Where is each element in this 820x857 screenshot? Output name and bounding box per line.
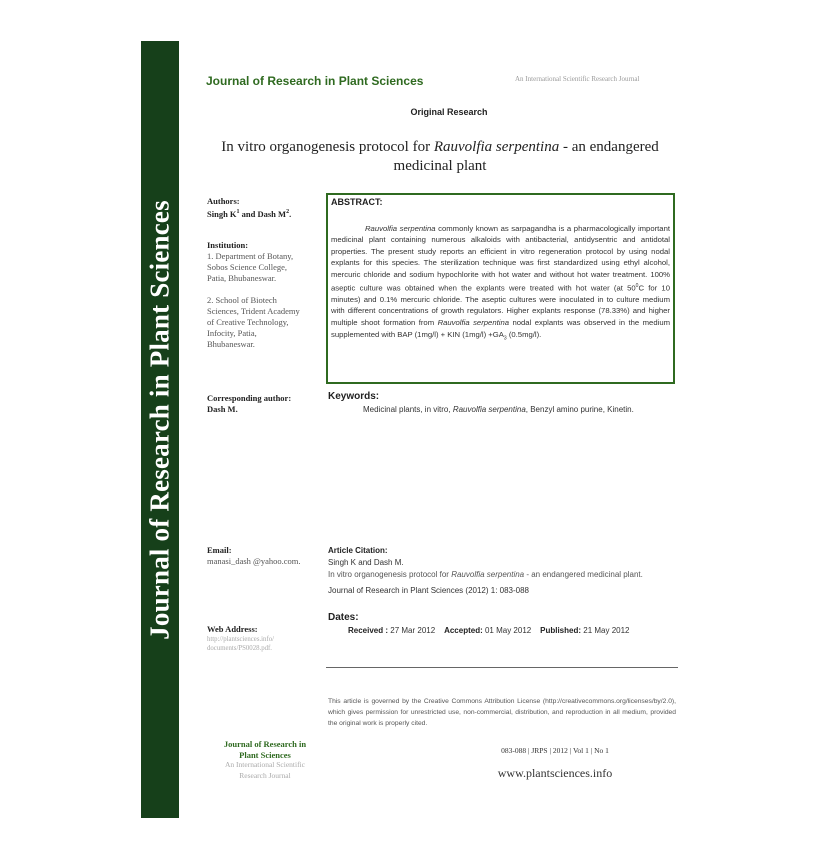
web-block bbox=[207, 624, 325, 653]
journal-header: Journal of Research in Plant Sciences bbox=[206, 74, 424, 88]
corresponding-name: Dash M. bbox=[207, 404, 238, 414]
citation-authors: Singh K and Dash M. bbox=[328, 558, 404, 567]
footer-tag-line: Research Journal bbox=[239, 770, 291, 780]
license-text: This article is governed by the Creative Commons Attribution License (http://creativecommons.org/licenses/by/2.0), which gives permission for unrestricted use, non-commercial, distribution, and reproduction in all medium, provided the original work is properly cited. bbox=[328, 698, 676, 727]
article-citation bbox=[328, 545, 678, 597]
institution-line: of Creative Technology, bbox=[207, 317, 289, 327]
paper-title bbox=[200, 138, 680, 176]
institution-line: Patia, Bhubaneswar. bbox=[207, 273, 277, 283]
web-label: Web Address: bbox=[207, 624, 258, 634]
institution-label: Institution: bbox=[207, 240, 249, 250]
institution-line: Infocity, Patia, bbox=[207, 328, 257, 338]
footer-journal-line: Journal of Research in bbox=[223, 739, 307, 749]
abstract-text: Rauvolfia serpentina commonly known as sarpagandha is a pharmacologically important medicinal plant containing numerous alkaloids with antibacterial, antidysentric and antidotal properties. The present study reports an efficient in vitro regeneration protocol by using nodal explants for this species. The sterilization technique was first standardized using ethyl alcohol, mercuric chloride and sodium hypochlorite with hot water and without hot water treatment. 100% aseptic culture was obtained when the explants were treated with hot water (at $50^0C$ for 10 minutes) and 0.1% mercuric chloride. The aseptic cultures were inoculated in to culture medium with different concentrations of growth regulators. Higher explants response (78.33%) and higher multiple shoot formation from Rauvolfia serpentina nodal explants was observed in the medium supplemented with BAP (1mg/l) + KIN $(1mg/l) +GA_3$ (0.5mg/l). bbox=[331, 223, 670, 342]
dates-label: Dates: bbox=[328, 612, 359, 623]
institution-line: 2. School of Biotech bbox=[207, 295, 277, 305]
section-label: Original Research bbox=[410, 107, 488, 117]
institution-block bbox=[207, 240, 325, 350]
journal-tagline: An International Scientific Research Journal bbox=[515, 75, 640, 83]
divider bbox=[326, 667, 678, 668]
citation-journal: Journal of Research in Plant Sciences (2012) 1: 083-088 bbox=[328, 586, 530, 595]
keywords-list: Medicinal plants, in vitro, Rauvolfia serpentina, Benzyl amino purine, Kinetin. bbox=[363, 405, 634, 414]
citation-title: In vitro organogenesis protocol for Rauvolfia serpentina - an endangered medicinal plant. bbox=[328, 570, 643, 579]
web-link[interactable]: http://plantsciences.info/ bbox=[207, 636, 275, 643]
institution-line: Sobos Science College, bbox=[207, 262, 288, 272]
title-species: Rauvolfia serpentina bbox=[433, 139, 560, 155]
email-value[interactable]: manasi_dash @yahoo.com. bbox=[207, 556, 301, 566]
citation-label: Article Citation: bbox=[328, 546, 388, 555]
authors-label: Authors: bbox=[207, 196, 240, 206]
sidebar-journal-title: Journal of Research in Plant Sciences bbox=[144, 200, 175, 640]
footer-tag-line: An International Scientific bbox=[225, 760, 305, 769]
dates-row: Received : 27 Mar 2012 Accepted: 01 May 2012 Published: 21 May 2012 bbox=[348, 626, 630, 635]
email-block bbox=[207, 545, 325, 567]
abstract-label: ABSTRACT: bbox=[331, 197, 383, 207]
corresponding-block bbox=[207, 393, 325, 415]
abstract-box bbox=[326, 193, 675, 384]
institution-line: Sciences, Trident Academy bbox=[207, 306, 300, 316]
web-link[interactable]: documents/PS0028.pdf. bbox=[207, 645, 272, 652]
email-label: Email: bbox=[207, 545, 232, 555]
footer-journal-line: Plant Sciences bbox=[239, 749, 291, 760]
keywords-label: Keywords: bbox=[328, 391, 380, 402]
institution-line: 1. Department of Botany, bbox=[207, 251, 294, 261]
authors-block bbox=[207, 196, 322, 220]
title-post: - an endangered medicinal plant bbox=[393, 139, 659, 174]
title-pre: In vitro organogenesis protocol for bbox=[221, 139, 434, 155]
footer-pages: 083-088 | JRPS | 2012 | Vol 1 | No 1 bbox=[501, 746, 609, 755]
corresponding-label: Corresponding author: bbox=[207, 393, 292, 403]
authors-names: Singh $K^1$ and Dash $M^2$. bbox=[207, 208, 292, 219]
footer-url[interactable]: www.plantsciences.info bbox=[497, 766, 613, 780]
footer-journal bbox=[207, 739, 323, 781]
institution-line: Bhubaneswar. bbox=[207, 339, 255, 349]
